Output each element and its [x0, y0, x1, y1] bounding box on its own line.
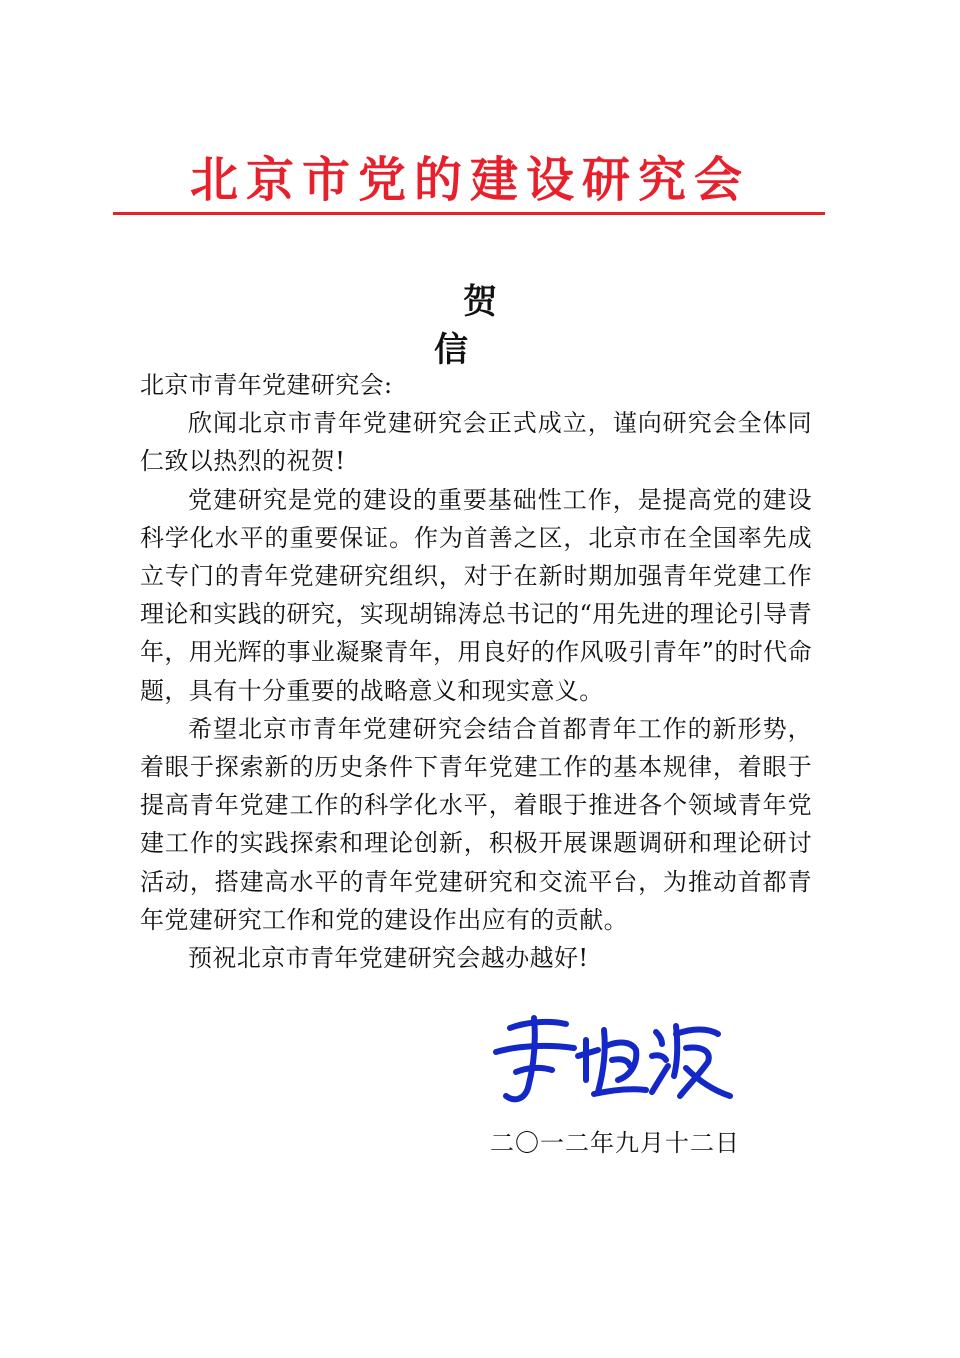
- handwritten-signature: [486, 1010, 736, 1110]
- paragraph-expectations: 希望北京市青年党建研究会结合首都青年工作的新形势，着眼于探索新的历史条件下青年党建工作的基本规律，着眼于提高青年党建工作的科学化水平，着眼于推进各个领域青年党建工作的实践探索和理论创新，积极开展课题调研和理论研讨活动，搭建高水平的青年党建研究和交流平台，为推动首都青年党建研究工作和党的建设作出应有的贡献。: [140, 714, 812, 934]
- paragraph-significance: 党建研究是党的建设的重要基础性工作，是提高党的建设科学化水平的重要保证。作为首善之区，北京市在全国率先成立专门的青年党建研究组织，对于在新时期加强青年党建工作理论和实践的研究，实现胡锦涛总书记的“用先进的理论引导青年，用光辉的事业凝聚青年，用良好的作风吸引青年”的时代命题，具有十分重要的战略意义和现实意义。: [140, 485, 812, 705]
- salutation: 北京市青年党建研究会:: [140, 371, 393, 399]
- letter-date: 二〇一二年九月十二日: [490, 1129, 740, 1157]
- paragraph-congratulation: 欣闻北京市青年党建研究会正式成立，谨向研究会全体同仁致以热烈的祝贺!: [140, 409, 812, 476]
- letter-body: [140, 366, 812, 977]
- document-title: 贺 信: [434, 282, 647, 370]
- letterhead-divider: [113, 212, 825, 215]
- letterhead-title: 北京市党的建设研究会: [189, 152, 750, 208]
- paragraph-closing-wish: 预祝北京市青年党建研究会越办越好!: [188, 944, 589, 973]
